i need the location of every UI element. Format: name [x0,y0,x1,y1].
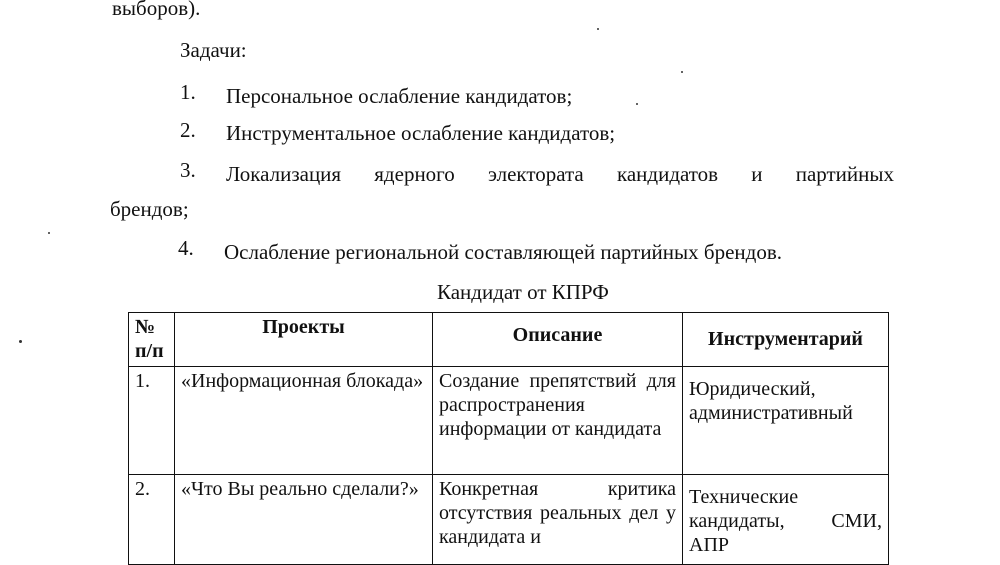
task-number: 1. [180,80,196,104]
task-number: 3. [180,158,196,182]
table-row [129,367,889,475]
table-row [129,475,889,565]
header-description: Описание [433,313,683,367]
task-text-continuation: брендов; [110,197,189,221]
header-tools: Инструментарий [683,313,889,367]
table-header-row [129,313,889,367]
task-text: Персональное ослабление кандидатов; [226,84,573,108]
scan-speck [597,28,599,30]
row-number: 1. [129,367,175,475]
task-text: Локализация ядерного электората кандидатов и партийных [226,162,894,186]
task-number: 2. [180,118,196,142]
row-description: Конкретная критика отсутствия реальных дел у кандидата и [433,475,683,565]
row-project: «Информационная блокада» [175,367,433,475]
header-number: № п/п [129,313,175,367]
top-fragment: выборов). [112,0,201,20]
header-projects: Проекты [175,313,433,367]
tasks-heading: Задачи: [180,38,247,62]
row-tools: Юридический, административный [683,367,889,475]
scan-speck [636,103,638,105]
row-description: Создание препятствий для распространения информации от кандидата [433,367,683,475]
row-number: 2. [129,475,175,565]
task-text: Инструментальное ослабление кандидатов; [226,121,616,145]
row-tools: Технические кандидаты, СМИ, АПР [683,475,889,565]
scan-speck [681,71,683,73]
task-text: Ослабление региональной составляющей партийных брендов. [224,240,782,264]
task-number: 4. [178,236,194,260]
scan-speck [19,340,22,343]
row-project: «Что Вы реально сделали?» [175,475,433,565]
table-caption: Кандидат от КПРФ [437,280,609,304]
candidate-table [128,312,889,565]
scan-speck [48,232,50,234]
